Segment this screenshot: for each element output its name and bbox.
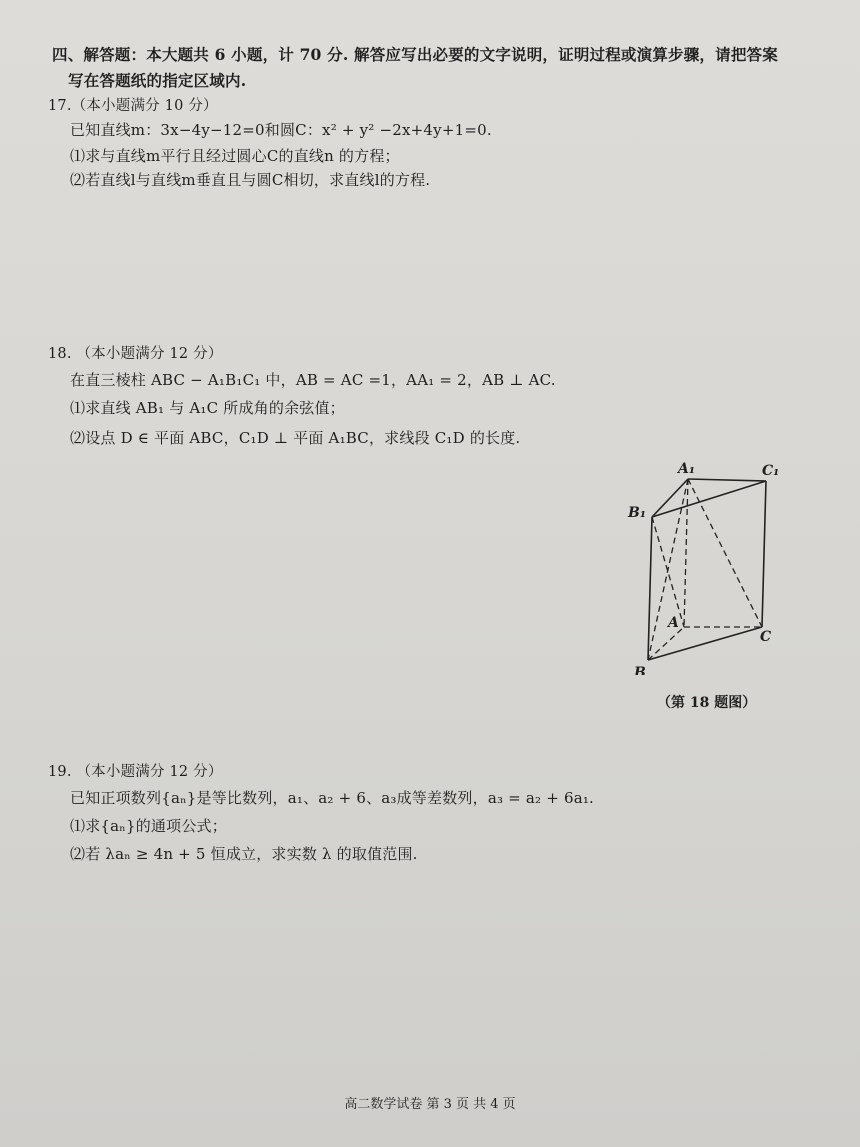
prism-diagram [620,455,820,675]
q19-heading: 19. （本小题满分 12 分） [48,764,223,780]
page-footer: 高二数学试卷 第 3 页 共 4 页 [344,1097,516,1112]
edge-C1-C [762,481,766,627]
section-title-line2: 写在答题纸的指定区域内. [68,71,247,90]
q19-part2: ⑵若 λaₙ ≥ 4n + 5 恒成立，求实数 λ 的取值范围. [70,845,418,863]
q19-part1: ⑴求{aₙ}的通项公式； [70,817,227,835]
q18-stem: 在直三棱柱 ABC − A₁B₁C₁ 中，AB = AC =1，AA₁ = 2，AB ⊥ AC. [70,371,556,389]
q17-part1: ⑴求与直线m平行且经过圆心C的直线n 的方程； [70,147,400,165]
edge-B1-B [648,517,652,660]
figure-caption: （第 18 题图） [657,695,757,711]
q17-part2: ⑵若直线l与直线m垂直且与圆C相切，求直线l的方程. [70,171,431,189]
prism-figure [620,455,820,675]
section-title-line1: 四、解答题：本大题共 6 小题，计 70 分. 解答应写出必要的文字说明，证明过程或演算步骤，请把答案 [52,45,778,64]
edge-A1-C1 [688,479,766,481]
q17-stem: 已知直线m：3x−4y−12=0和圆C：x² + y² −2x+4y+1=0. [70,121,492,139]
label-C: C [760,629,772,645]
q19-stem: 已知正项数列{aₙ}是等比数列，a₁、a₂ + 6、a₃成等差数列，a₃ = a₂ + 6a₁. [70,789,595,807]
edge-A1-C [688,479,762,627]
q18-part2: ⑵设点 D ∈ 平面 ABC，C₁D ⊥ 平面 A₁BC，求线段 C₁D 的长度. [70,429,521,447]
label-B: B [634,665,646,675]
label-A: A [668,615,679,631]
q17-heading: 17.（本小题满分 10 分） [48,98,218,114]
edge-A1-A [684,479,688,627]
edge-A1-B [648,479,688,660]
label-C1: C₁ [762,463,780,479]
label-B1: B₁ [628,505,646,521]
q18-part1: ⑴求直线 AB₁ 与 A₁C 所成角的余弦值； [70,399,345,417]
q18-heading: 18. （本小题满分 12 分） [48,346,223,362]
label-A1: A₁ [678,461,695,477]
